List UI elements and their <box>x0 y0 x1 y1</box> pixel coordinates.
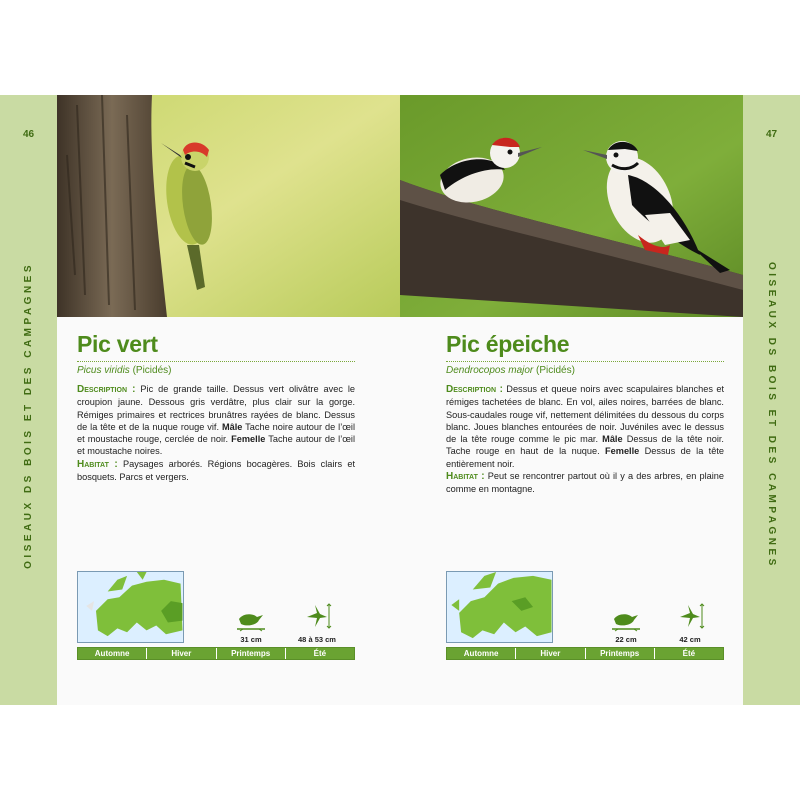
description-label: Description : <box>446 384 503 395</box>
habitat-description: Paysages arborés. Régions bocagères. Bois clairs et bosquets. Parcs et vergers. <box>77 458 355 483</box>
description-part-3: Dessus de la tête entièrement noir. <box>446 446 724 469</box>
section-title-text-right: OISEAUX DS BOIS ET DES CAMPAGNES <box>766 261 777 569</box>
male-label: Mâle <box>221 421 243 432</box>
photo-pic-epeiche <box>400 95 743 317</box>
green-woodpecker-photo <box>57 95 400 317</box>
size-wingspan: 42 cm <box>679 635 701 644</box>
habitat-text <box>77 458 355 484</box>
season-summer: Été <box>682 649 696 658</box>
species-name: Pic vert <box>77 331 158 357</box>
book-spread <box>0 95 800 705</box>
family-name: (Picidés) <box>536 365 575 376</box>
description-part-1: Pic de grande taille. Dessus vert olivâtre avec le croupion jaune. Dessous gris verdâtre, plus clair sur la gorge. Rémiges primaires et rectrices brunâtres rayées de blanc. Dessus de la tête et de la nuque rouge vif. <box>77 384 355 432</box>
great-spotted-woodpecker-photo <box>400 95 743 317</box>
habitat-text <box>446 470 724 496</box>
scientific-name-line <box>77 361 355 377</box>
section-title-text-left: OISEAUX DS BOIS ET DES CAMPAGNES <box>23 261 34 569</box>
season-summer: Été <box>313 649 327 658</box>
size-length: 31 cm <box>240 635 262 644</box>
page-right <box>400 317 743 705</box>
perched-bird-icon <box>235 607 267 633</box>
page-number-left: 46 <box>22 129 35 140</box>
page-left <box>57 317 400 705</box>
distribution-map <box>77 571 184 643</box>
description-label: Description : <box>77 384 136 395</box>
flying-bird-icon <box>676 601 706 631</box>
male-label: Mâle <box>602 434 623 445</box>
species-entry-right <box>446 331 724 496</box>
description-part-2: Tache noire autour de l’œil et moustache rouge, cerclée de noir. <box>77 421 355 445</box>
photo-pic-vert <box>57 95 400 317</box>
size-wingspan: 48 à 53 cm <box>298 635 336 644</box>
season-autumn: Automne <box>447 648 516 659</box>
habitat-label: Habitat : <box>446 471 485 483</box>
latin-name: Dendrocopos major <box>446 365 534 376</box>
season-winter: Hiver <box>147 648 216 659</box>
perched-bird-icon <box>610 607 642 633</box>
description-part-3: Tache autour de l’œil et moustache noires. <box>77 434 355 457</box>
female-label: Femelle <box>231 434 266 445</box>
section-title-right <box>743 195 800 635</box>
size-length: 22 cm <box>615 635 637 644</box>
season-bar <box>446 647 724 660</box>
europe-map-left <box>78 572 183 642</box>
habitat-label: Habitat : <box>77 458 118 470</box>
description-text <box>77 383 355 458</box>
family-name: (Picidés) <box>132 365 172 376</box>
season-winter: Hiver <box>516 648 585 659</box>
page-number-right: 47 <box>765 129 778 140</box>
season-spring: Printemps <box>217 648 286 659</box>
flying-bird-icon <box>303 601 333 631</box>
season-autumn: Automne <box>78 648 147 659</box>
female-label: Femelle <box>605 446 640 457</box>
distribution-map <box>446 571 553 643</box>
species-entry-left <box>77 331 355 483</box>
europe-map-right <box>447 572 552 642</box>
right-margin-band <box>743 95 800 705</box>
left-margin-band <box>0 95 57 705</box>
scientific-name-line <box>446 361 724 377</box>
species-name: Pic épeiche <box>446 331 570 357</box>
description-text <box>446 383 724 470</box>
description-part-2: Dessus de la tête noir. Tache rouge en haut de la nuque. <box>446 434 724 457</box>
section-title-left <box>0 195 57 635</box>
latin-name: Picus viridis <box>77 365 130 376</box>
season-spring: Printemps <box>586 648 655 659</box>
season-bar <box>77 647 355 660</box>
habitat-description: Peut se rencontrer partout où il y a des arbres, en plaine comme en montagne. <box>446 471 725 495</box>
description-part-1: Dessus et queue noirs avec scapulaires blanches et rémiges tachetées de blanc. En vol, ailes noires, barrées de blanc. Sous-caudales rouge vif, nettement délimitées du dessous du corps blanc. Joues blanches entourées de noir. Juvéniles avec le dessus de la tête rouge comme le pic mar. <box>446 384 724 445</box>
